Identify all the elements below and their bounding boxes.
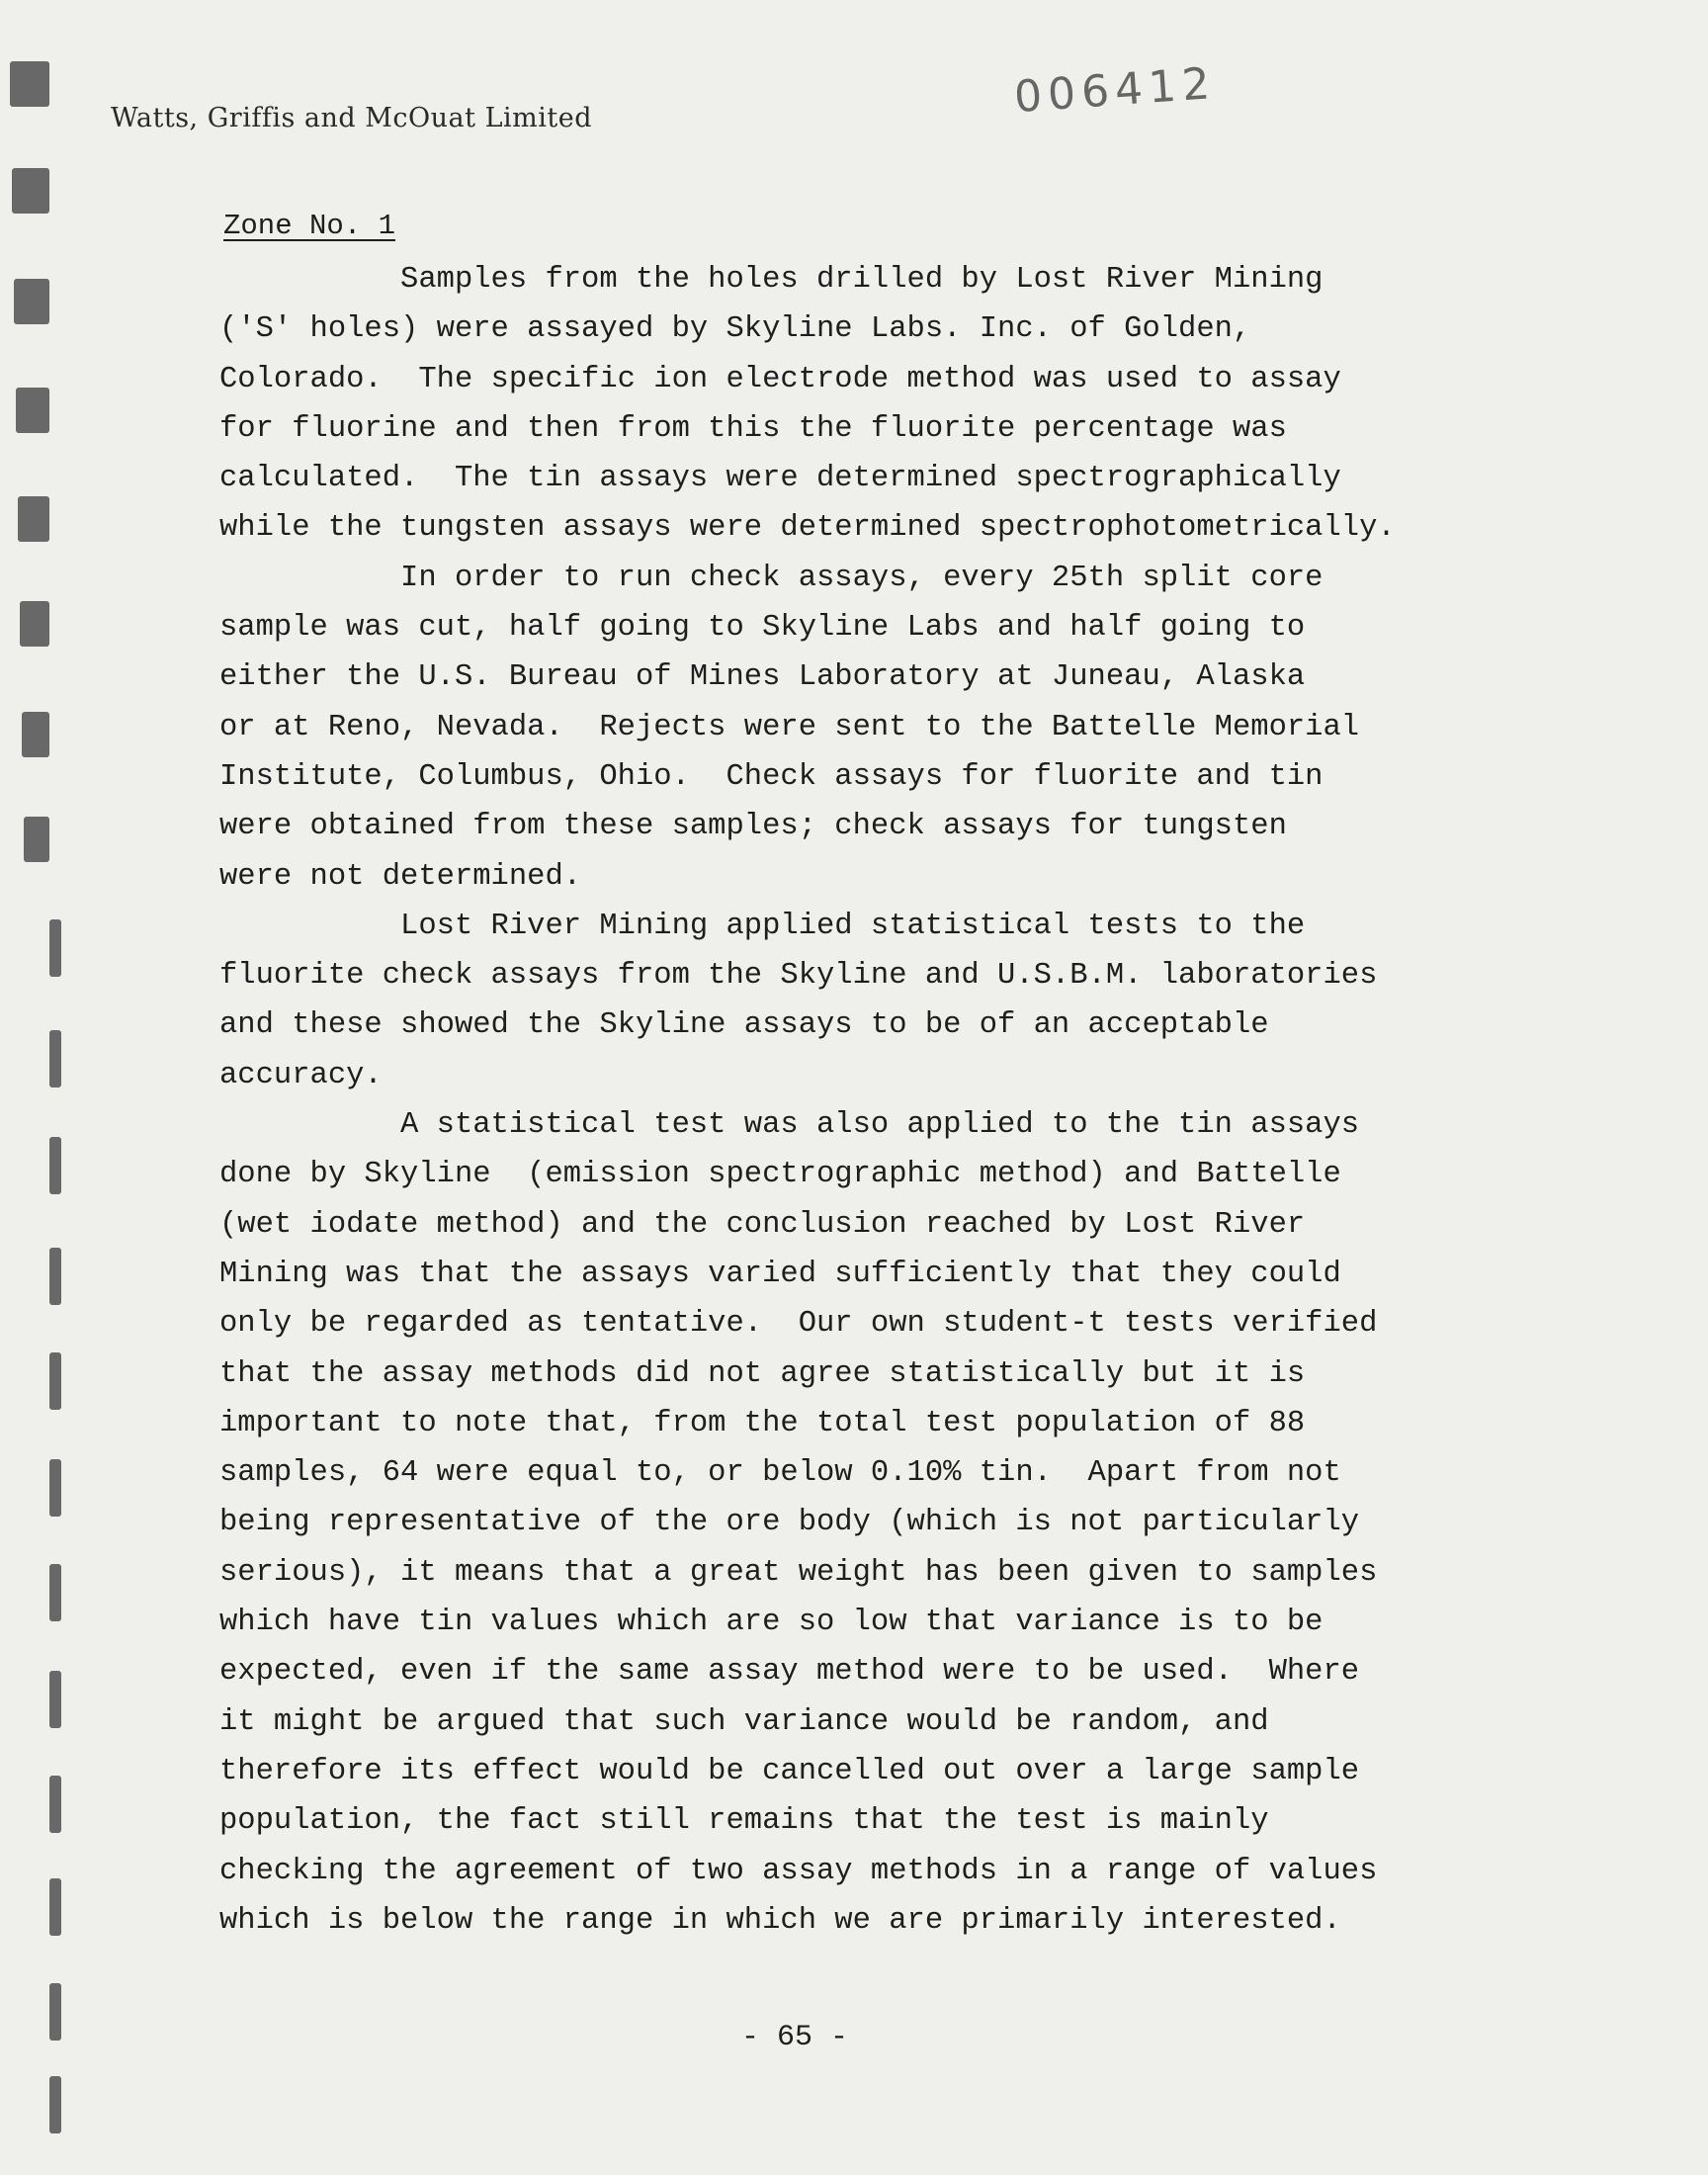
body-text	[219, 255, 1544, 1946]
text-line: Lost River Mining applied statistical tests to the	[219, 909, 1306, 943]
text-line: (wet iodate method) and the conclusion reached by Lost River	[219, 1207, 1306, 1242]
binding-hole	[49, 1776, 61, 1833]
letterhead: Watts, Griffis and McOuat Limited	[111, 103, 592, 133]
text-line: accuracy.	[219, 1058, 383, 1092]
text-line: Colorado. The specific ion electrode method was used to assay	[219, 362, 1341, 396]
text-line: either the U.S. Bureau of Mines Laboratory at Juneau, Alaska	[219, 660, 1306, 695]
binding-hole	[49, 919, 61, 977]
text-line: sample was cut, half going to Skyline Labs and half going to	[219, 611, 1306, 646]
text-line: population, the fact still remains that the test is mainly	[219, 1804, 1269, 1839]
text-line: or at Reno, Nevada. Rejects were sent to the Battelle Memorial	[219, 710, 1360, 744]
binding-hole	[49, 2076, 61, 2133]
binding-hole	[49, 1564, 61, 1621]
binding-hole	[49, 1459, 61, 1517]
binding-hole	[20, 601, 49, 647]
text-line: for fluorine and then from this the fluorite percentage was	[219, 411, 1287, 446]
binding-hole	[49, 1137, 61, 1194]
text-line: expected, even if the same assay method were to be used. Where	[219, 1655, 1360, 1690]
binding-hole	[49, 1671, 61, 1728]
text-line: which is below the range in which we are primarily interested.	[219, 1903, 1341, 1938]
text-line: checking the agreement of two assay methods in a range of values	[219, 1854, 1378, 1888]
text-line: A statistical test was also applied to the tin assays	[219, 1108, 1360, 1143]
binding-hole	[49, 1878, 61, 1936]
text-line: therefore its effect would be cancelled out over a large sample	[219, 1754, 1360, 1788]
binding-hole	[16, 388, 49, 433]
text-line: that the assay methods did not agree statistically but it is	[219, 1356, 1306, 1391]
text-line: Mining was that the assays varied sufficiently that they could	[219, 1257, 1341, 1291]
text-line: ('S' holes) were assayed by Skyline Labs. Inc. of Golden,	[219, 312, 1251, 347]
handwritten-stamp-number: 006412	[1012, 57, 1218, 124]
binding-hole	[49, 1030, 61, 1088]
text-line: fluorite check assays from the Skyline and U.S.B.M. laboratories	[219, 959, 1378, 994]
text-line: being representative of the ore body (which is not particularly	[219, 1506, 1360, 1540]
text-line: calculated. The tin assays were determined spectrographically	[219, 462, 1341, 496]
binding-hole	[12, 168, 49, 214]
section-heading: Zone No. 1	[223, 210, 396, 242]
text-line: serious), it means that a great weight has been given to samples	[219, 1555, 1378, 1590]
text-line: Samples from the holes drilled by Lost River Mining	[219, 263, 1324, 297]
binding-hole	[49, 1352, 61, 1410]
text-line: and these showed the Skyline assays to be of an acceptable	[219, 1008, 1269, 1043]
binding-holes	[0, 0, 79, 2175]
text-line: Institute, Columbus, Ohio. Check assays for fluorite and tin	[219, 759, 1324, 794]
binding-hole	[22, 712, 49, 757]
binding-hole	[18, 496, 49, 542]
text-line: were not determined.	[219, 859, 582, 894]
binding-hole	[49, 1983, 61, 2041]
page-number: - 65 -	[741, 2021, 849, 2054]
binding-hole	[10, 61, 49, 107]
text-line: which have tin values which are so low that variance is to be	[219, 1606, 1324, 1640]
text-line: while the tungsten assays were determined spectrophotometrically.	[219, 511, 1396, 546]
text-line: done by Skyline (emission spectrographic method) and Battelle	[219, 1158, 1341, 1192]
binding-hole	[49, 1248, 61, 1305]
text-line: samples, 64 were equal to, or below 0.10% tin. Apart from not	[219, 1456, 1341, 1491]
text-line: only be regarded as tentative. Our own student-t tests verified	[219, 1307, 1378, 1342]
text-line: important to note that, from the total test population of 88	[219, 1406, 1306, 1440]
text-line: were obtained from these samples; check assays for tungsten	[219, 810, 1287, 844]
text-line: In order to run check assays, every 25th split core	[219, 561, 1324, 595]
binding-hole	[14, 279, 49, 324]
binding-hole	[24, 817, 49, 862]
text-line: it might be argued that such variance would be random, and	[219, 1704, 1269, 1739]
